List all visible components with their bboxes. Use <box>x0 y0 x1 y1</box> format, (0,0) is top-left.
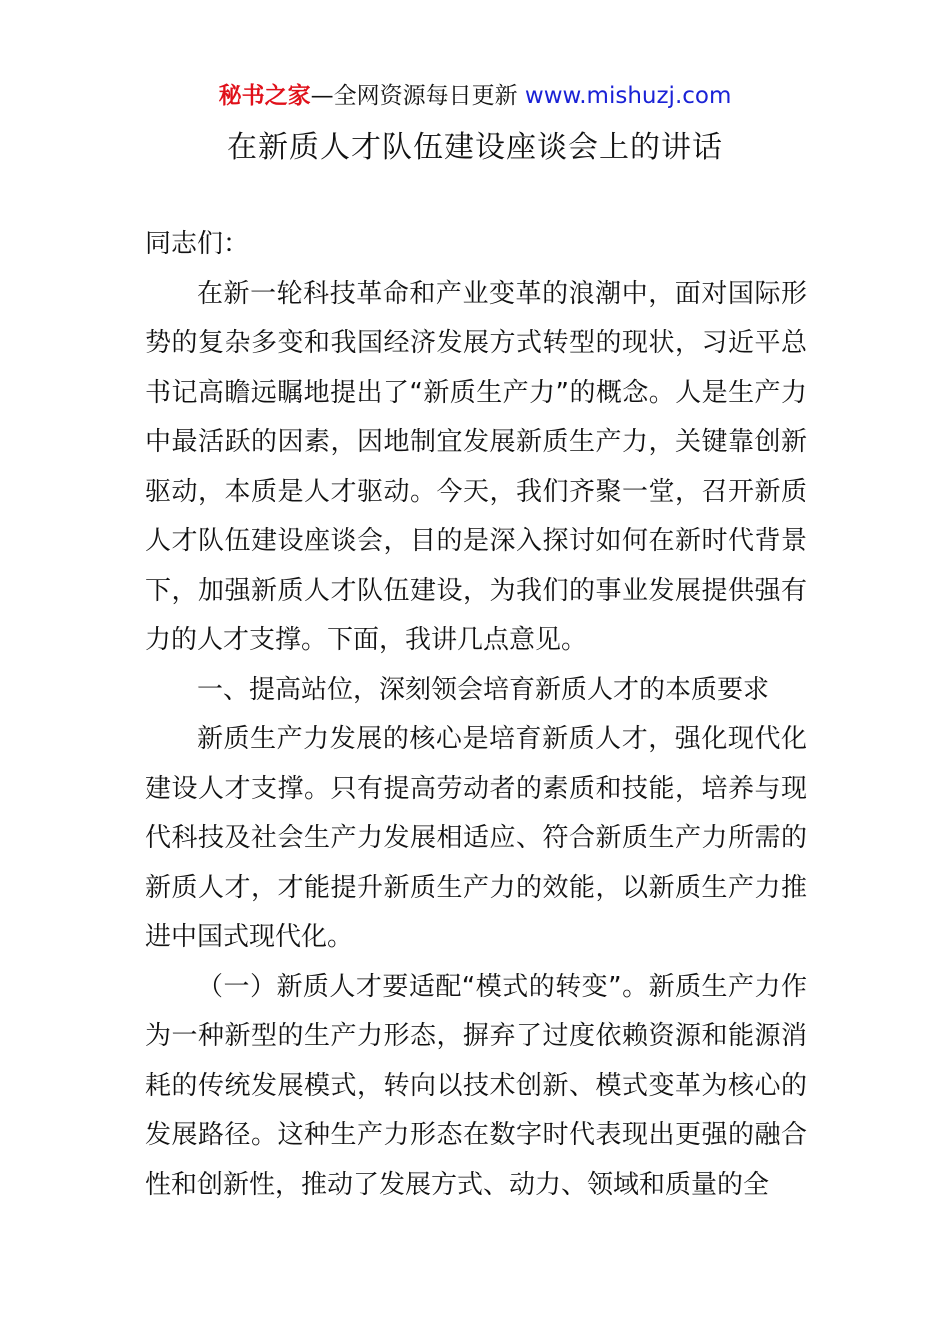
site-url-link[interactable]: www.mishuzj.com <box>524 83 732 109</box>
paragraph: （一）新质人才要适配“模式的转变”。新质生产力作为一种新型的生产力形态，摒弃了过度依赖资源和能源消耗的传统发展模式，转向以技术创新、模式变革为核心的发展路径。这种生产力形态在数字时代表现出更强的融合性和创新性，推动了发展方式、动力、领域和质量的全 <box>145 971 807 1200</box>
section-heading: 一、提高站位，深刻领会培育新质人才的本质要求 <box>197 674 770 705</box>
salutation: 同志们： <box>145 229 250 259</box>
document-body <box>145 220 807 1210</box>
site-tagline: —全网资源每日更新 <box>310 83 525 109</box>
paragraph: 新质生产力发展的核心是培育新质人才，强化现代化建设人才支撑。只有提高劳动者的素质和技能，培养与现代科技及社会生产力发展相适应、符合新质生产力所需的新质人才，才能提升新质生产力的效能，以新质生产力推进中国式现代化。 <box>145 724 807 952</box>
document-title: 在新质人才队伍建设座谈会上的讲话 <box>227 130 723 165</box>
site-brand: 秘书之家 <box>218 83 311 109</box>
paragraph: 在新一轮科技革命和产业变革的浪潮中，面对国际形势的复杂多变和我国经济发展方式转型的现状，习近平总书记高瞻远瞩地提出了“新质生产力”的概念。人是生产力中最活跃的因素，因地制宜发展新质生产力，关键靠创新驱动，本质是人才驱动。今天，我们齐聚一堂，召开新质人才队伍建设座谈会，目的是深入探讨如何在新时代背景下，加强新质人才队伍建设，为我们的事业发展提供强有力的人才支撑。下面，我讲几点意见。 <box>145 278 807 655</box>
site-header <box>0 80 950 112</box>
